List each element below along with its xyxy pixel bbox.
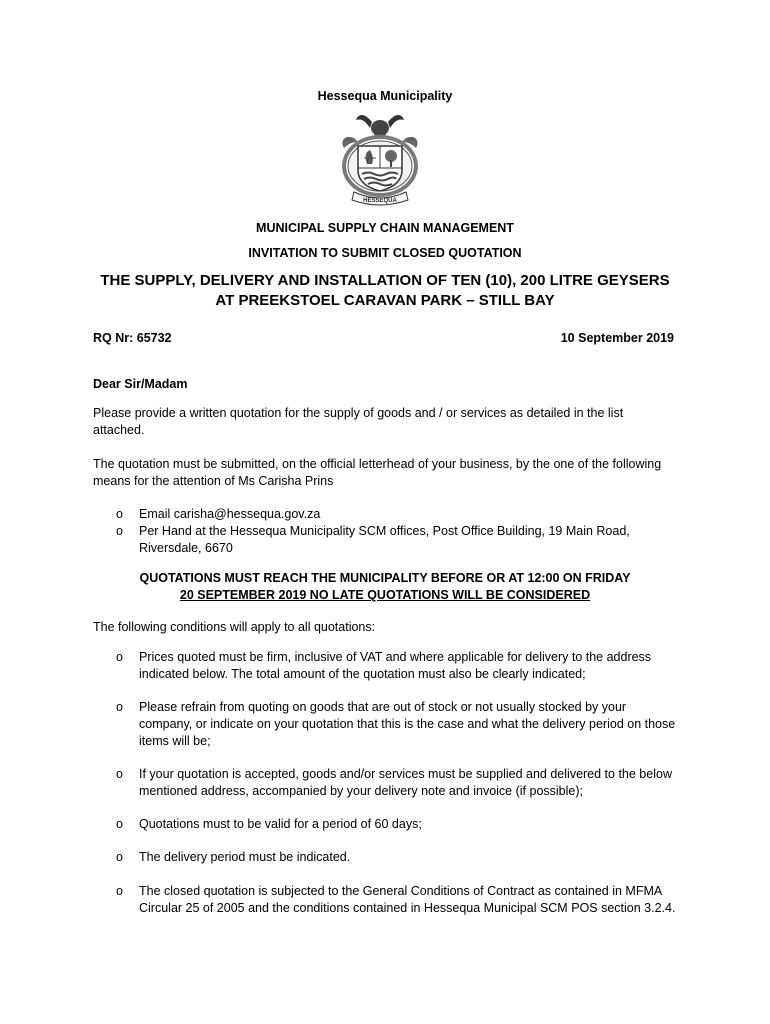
conditions-intro: The following conditions will apply to all quotations: [93, 620, 376, 634]
condition-item: o The closed quotation is subjected to the General Conditions of Contract as contained in MFMA Circular 25 of 2005 and the conditions contained in Hessequa Municipal SCM POS section 3.2.4. [116, 884, 676, 915]
bullet-marker: o [116, 507, 123, 521]
bullet-marker: o [116, 650, 123, 664]
title-line-1: THE SUPPLY, DELIVERY AND INSTALLATION OF TEN (10), 200 LITRE GEYSERS [100, 272, 670, 289]
bullet-marker: o [116, 817, 123, 831]
bullet-marker: o [116, 524, 123, 538]
organization-name: Hessequa Municipality [317, 89, 453, 103]
paragraph-request: Please provide a written quotation for the supply of goods and / or services as detailed in the list attached. [93, 406, 624, 437]
reference-row [93, 331, 674, 345]
municipal-crest-icon [334, 108, 426, 208]
notice-line-2: 20 SEPTEMBER 2019 NO LATE QUOTATIONS WILL BE CONSIDERED [179, 588, 591, 602]
bullet-marker: o [116, 700, 123, 714]
crest-banner-text: HESSEQUA [363, 198, 397, 204]
bullet-marker: o [116, 767, 123, 781]
deadline-notice [0, 570, 770, 604]
submission-method-hand: o Per Hand at the Hessequa Municipality SCM offices, Post Office Building, 19 Main Road, Riversdale, 6670 [116, 524, 630, 555]
condition-item: o The delivery period must be indicated. [116, 850, 351, 864]
condition-item: o If your quotation is accepted, goods and/or services must be supplied and delivered to the below mentioned address, accompanied by your delivery note and invoice (if possible); [116, 767, 672, 798]
bullet-marker: o [116, 884, 123, 898]
notice-line-1: QUOTATIONS MUST REACH THE MUNICIPALITY BEFORE OR AT 12:00 ON FRIDAY [139, 571, 631, 585]
bullet-marker: o [116, 850, 123, 864]
condition-item: o Please refrain from quoting on goods that are out of stock or not usually stocked by your company, or indicate on your quotation that this is the case and what the delivery period on those items will be; [116, 700, 676, 748]
paragraph-submission: The quotation must be submitted, on the official letterhead of your business, by the one of the following means for the attention of Ms Carisha Prins [93, 457, 662, 488]
submission-method-email: o Email carisha@hessequa.gov.za [116, 507, 321, 521]
document-title [0, 271, 770, 311]
rq-number: RQ Nr: 65732 [93, 331, 172, 345]
invitation-heading: INVITATION TO SUBMIT CLOSED QUOTATION [248, 246, 522, 260]
condition-item: o Prices quoted must be firm, inclusive of VAT and where applicable for delivery to the address indicated below. The total amount of the quotation must also be clearly indicated; [116, 650, 652, 681]
condition-item: o Quotations must to be valid for a period of 60 days; [116, 817, 422, 831]
document-date: 10 September 2019 [560, 331, 674, 345]
salutation: Dear Sir/Madam [93, 377, 188, 391]
title-line-2: AT PREEKSTOEL CARAVAN PARK – STILL BAY [215, 292, 555, 309]
department-heading: MUNICIPAL SUPPLY CHAIN MANAGEMENT [256, 221, 514, 235]
